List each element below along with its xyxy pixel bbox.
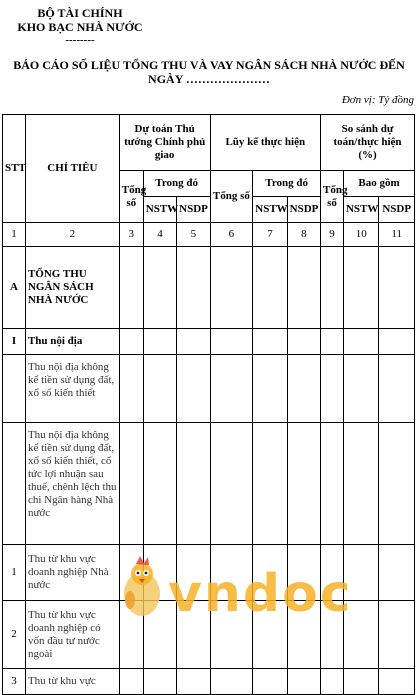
unit-label: Đơn vị: Tỷ đồng — [341, 94, 414, 106]
column-number: 2 — [25, 223, 119, 247]
row-label: Thu nội địa không kể tiền sử dụng đất, xổ số kiến thiết, cổ tức lợi nhuận sau thuế, chênh lệch thu chi Ngân hàng Nhà nước — [25, 423, 119, 545]
row-stt: 3 — [3, 669, 26, 695]
row-label: Thu từ khu vực — [25, 669, 119, 695]
col-nstw-1: NSTW — [143, 197, 176, 223]
column-number: 4 — [143, 223, 176, 247]
row-label: Thu nội địa không kể tiền sử dụng đất, xổ số kiến thiết — [25, 355, 119, 423]
column-number: 10 — [343, 223, 378, 247]
col-nsdp-2: NSDP — [287, 197, 320, 223]
col-nstw-2: NSTW — [253, 197, 287, 223]
column-number: 7 — [253, 223, 287, 247]
column-number: 11 — [379, 223, 415, 247]
column-number: 3 — [119, 223, 143, 247]
row-label: Thu từ khu vực doanh nghiệp có vốn đầu tư nước ngoài — [25, 601, 119, 669]
header-row-1 — [3, 115, 415, 171]
row-stt — [3, 423, 26, 545]
row-stt: 1 — [3, 545, 26, 601]
column-number: 8 — [287, 223, 320, 247]
col-tong-so-2: Tổng số — [210, 171, 253, 223]
table-row — [3, 669, 415, 695]
ministry-name: BỘ TÀI CHÍNH — [37, 6, 123, 20]
table-row — [3, 355, 415, 423]
col-luy-ke: Lũy kế thực hiện — [210, 115, 321, 171]
col-tong-so-1: Tổng số — [119, 171, 143, 223]
treasury-name: KHO BẠC NHÀ NƯỚC — [17, 20, 143, 34]
watermark-text: vndoc — [168, 564, 353, 624]
report-title — [0, 58, 418, 86]
row-stt: A — [3, 247, 26, 329]
col-trong-do-1: Trong đó — [143, 171, 210, 197]
row-label: Thu nội địa — [25, 329, 119, 355]
col-trong-do-2: Trong đó — [253, 171, 321, 197]
report-title-line2: NGÀY ………………… — [148, 72, 270, 86]
col-nsdp-3: NSDP — [379, 197, 415, 223]
column-number: 6 — [210, 223, 253, 247]
col-tong-so-3: Tổng số — [321, 171, 344, 223]
column-number: 9 — [321, 223, 344, 247]
report-title-line1: BÁO CÁO SỐ LIỆU TỔNG THU VÀ VAY NGÂN SÁCH NHÀ NƯỚC ĐẾN — [13, 58, 405, 72]
row-stt — [3, 355, 26, 423]
column-number: 1 — [3, 223, 26, 247]
header-separator: -------- — [65, 34, 95, 46]
col-nstw-3: NSTW — [343, 197, 378, 223]
col-du-toan: Dự toán Thủ tướng Chính phủ giao — [119, 115, 210, 171]
vndoc-watermark — [118, 556, 353, 626]
row-stt: I — [3, 329, 26, 355]
column-number-row — [3, 223, 415, 247]
row-label: Thu từ khu vực doanh nghiệp Nhà nước — [25, 545, 119, 601]
table-row — [3, 247, 415, 329]
table-row — [3, 423, 415, 545]
table-row — [3, 329, 415, 355]
col-chi-tieu: CHỈ TIÊU — [25, 115, 119, 223]
col-bao-gom: Bao gồm — [343, 171, 414, 197]
column-number: 5 — [177, 223, 210, 247]
mascot-icon — [118, 556, 168, 622]
col-so-sanh: So sánh dự toán/thực hiện (%) — [321, 115, 415, 171]
row-label: TỔNG THU NGÂN SÁCH NHÀ NƯỚC — [25, 247, 119, 329]
row-stt: 2 — [3, 601, 26, 669]
col-stt: STT — [3, 115, 26, 223]
col-nsdp-1: NSDP — [177, 197, 210, 223]
